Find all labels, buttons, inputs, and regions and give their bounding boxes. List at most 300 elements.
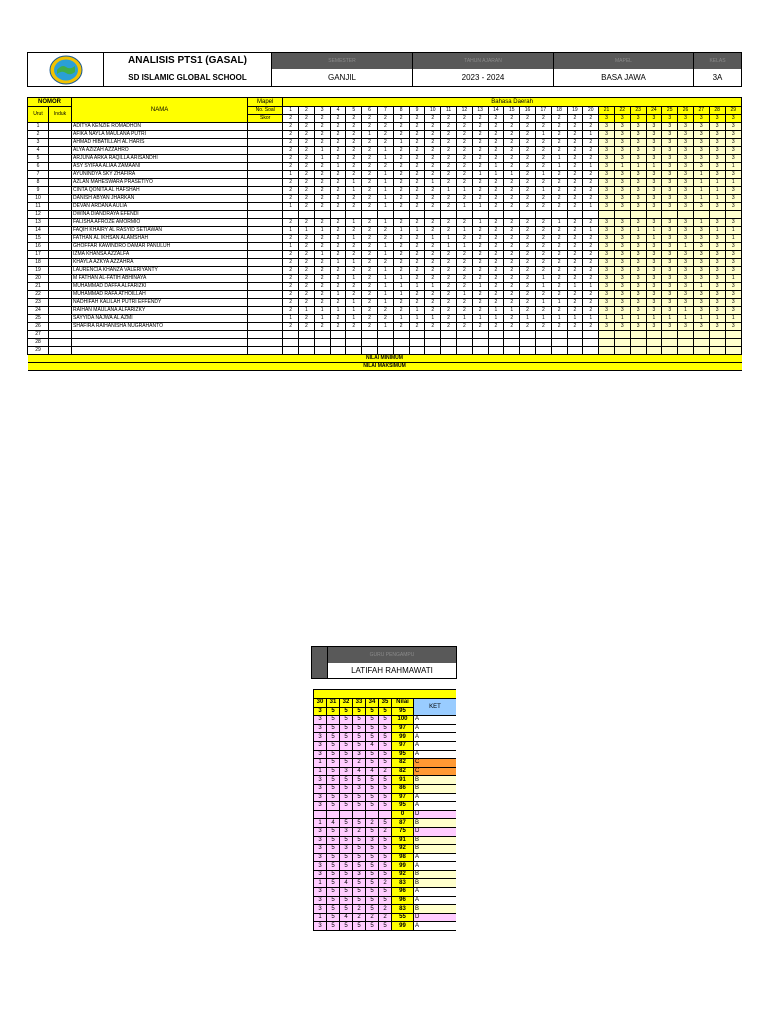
score-cell: 2 bbox=[409, 139, 425, 147]
table-row bbox=[28, 323, 742, 331]
score-cell: 2 bbox=[488, 155, 504, 163]
score-cell: 3 bbox=[646, 267, 662, 275]
summary-row bbox=[314, 776, 457, 785]
summary-row bbox=[314, 879, 457, 888]
student-induk bbox=[49, 195, 72, 203]
student-number: 15 bbox=[28, 235, 49, 243]
score-cell: 1 bbox=[377, 275, 393, 283]
score-cell: 2 bbox=[314, 131, 330, 139]
score-cell: 2 bbox=[456, 283, 472, 291]
score-cell: 3 bbox=[646, 147, 662, 155]
question-number: 27 bbox=[693, 107, 709, 115]
score-cell: 2 bbox=[441, 267, 457, 275]
score-cell: 3 bbox=[599, 195, 615, 203]
score-cell: 2 bbox=[551, 259, 567, 267]
score-cell: 2 bbox=[298, 123, 314, 131]
score-cell bbox=[709, 211, 725, 219]
score-cell: 2 bbox=[488, 179, 504, 187]
summary-row bbox=[314, 922, 457, 931]
score-cell: 3 bbox=[709, 243, 725, 251]
score-cell: 3 bbox=[709, 299, 725, 307]
score-cell bbox=[599, 331, 615, 339]
score-cell: 2 bbox=[472, 235, 488, 243]
score-cell: 1 bbox=[456, 203, 472, 211]
summary-score-cell: 2 bbox=[366, 913, 379, 922]
score-cell: 1 bbox=[283, 315, 299, 323]
score-cell: 2 bbox=[330, 219, 346, 227]
student-induk bbox=[49, 211, 72, 219]
summary-score-cell: 1 bbox=[314, 819, 327, 828]
score-cell: 2 bbox=[330, 315, 346, 323]
score-cell: 2 bbox=[504, 291, 520, 299]
student-induk bbox=[49, 243, 72, 251]
score-cell: 2 bbox=[362, 163, 378, 171]
score-cell: 3 bbox=[693, 139, 709, 147]
score-cell bbox=[520, 211, 536, 219]
score-cell: 3 bbox=[709, 283, 725, 291]
score-cell: 2 bbox=[441, 163, 457, 171]
score-cell: 2 bbox=[409, 155, 425, 163]
summary-score-cell: 3 bbox=[314, 853, 327, 862]
score-cell: 1 bbox=[283, 227, 299, 235]
score-cell: 1 bbox=[630, 163, 646, 171]
score-cell: 2 bbox=[393, 155, 409, 163]
score-cell: 2 bbox=[488, 235, 504, 243]
score-cell bbox=[314, 211, 330, 219]
student-mapel-cell bbox=[248, 299, 283, 307]
score-cell: 1 bbox=[314, 315, 330, 323]
nosoal-header: No. Soal bbox=[248, 107, 283, 115]
score-cell: 1 bbox=[709, 187, 725, 195]
score-cell bbox=[488, 339, 504, 347]
score-cell: 1 bbox=[646, 235, 662, 243]
score-cell: 3 bbox=[725, 307, 742, 315]
score-cell: 2 bbox=[520, 251, 536, 259]
nama-header: NAMA bbox=[72, 98, 248, 123]
score-cell bbox=[662, 339, 678, 347]
score-cell: 1 bbox=[283, 243, 299, 251]
score-cell: 2 bbox=[362, 299, 378, 307]
student-mapel-cell bbox=[248, 139, 283, 147]
score-cell: 2 bbox=[362, 283, 378, 291]
student-mapel-cell bbox=[248, 275, 283, 283]
score-cell: 1 bbox=[614, 163, 630, 171]
score-cell: 3 bbox=[709, 123, 725, 131]
score-cell: 3 bbox=[646, 299, 662, 307]
score-cell: 1 bbox=[393, 291, 409, 299]
table-row bbox=[28, 331, 742, 339]
score-cell bbox=[535, 347, 551, 355]
student-number: 19 bbox=[28, 267, 49, 275]
score-cell: 1 bbox=[377, 299, 393, 307]
score-cell: 2 bbox=[283, 299, 299, 307]
summary-score-cell: 3 bbox=[314, 733, 327, 742]
score-cell: 1 bbox=[330, 163, 346, 171]
score-cell: 3 bbox=[599, 283, 615, 291]
score-cell: 3 bbox=[725, 139, 742, 147]
score-cell: 2 bbox=[583, 307, 599, 315]
score-cell bbox=[409, 211, 425, 219]
score-cell: 2 bbox=[504, 251, 520, 259]
score-cell: 2 bbox=[520, 123, 536, 131]
score-cell: 2 bbox=[472, 227, 488, 235]
score-cell: 2 bbox=[441, 251, 457, 259]
score-cell: 3 bbox=[614, 147, 630, 155]
summary-score-cell: 3 bbox=[314, 905, 327, 914]
score-cell: 2 bbox=[504, 219, 520, 227]
student-number: 20 bbox=[28, 275, 49, 283]
score-cell: 2 bbox=[583, 323, 599, 331]
score-cell: 2 bbox=[456, 179, 472, 187]
score-cell: 2 bbox=[314, 187, 330, 195]
score-cell: 1 bbox=[298, 227, 314, 235]
score-cell: 3 bbox=[662, 323, 678, 331]
summary-score-cell: 5 bbox=[353, 776, 366, 785]
score-cell: 2 bbox=[456, 163, 472, 171]
score-cell: 2 bbox=[456, 139, 472, 147]
score-cell: 3 bbox=[693, 251, 709, 259]
summary-score-cell: 5 bbox=[327, 767, 340, 776]
summary-score-cell: 5 bbox=[379, 733, 392, 742]
score-cell: 2 bbox=[504, 131, 520, 139]
score-cell: 2 bbox=[330, 267, 346, 275]
summary-score-cell: 4 bbox=[340, 913, 353, 922]
question-max-score: 2 bbox=[298, 115, 314, 123]
summary-row bbox=[314, 905, 457, 914]
score-cell: 2 bbox=[441, 195, 457, 203]
score-cell: 2 bbox=[330, 299, 346, 307]
student-mapel-cell bbox=[248, 347, 283, 355]
summary-score-cell: 5 bbox=[366, 733, 379, 742]
score-cell bbox=[377, 211, 393, 219]
student-mapel-cell bbox=[248, 307, 283, 315]
student-mapel-cell bbox=[248, 235, 283, 243]
score-cell: 3 bbox=[599, 267, 615, 275]
question-number: 24 bbox=[646, 107, 662, 115]
summary-score-cell bbox=[327, 810, 340, 819]
score-cell: 2 bbox=[409, 267, 425, 275]
score-cell: 2 bbox=[314, 259, 330, 267]
student-mapel-cell bbox=[248, 179, 283, 187]
score-cell: 3 bbox=[646, 139, 662, 147]
score-cell: 2 bbox=[488, 275, 504, 283]
score-cell bbox=[614, 331, 630, 339]
summary-row bbox=[314, 827, 457, 836]
score-cell bbox=[504, 211, 520, 219]
score-cell: 1 bbox=[567, 315, 583, 323]
score-cell: 3 bbox=[630, 299, 646, 307]
question-max-score: 3 bbox=[599, 115, 615, 123]
score-cell: 2 bbox=[456, 259, 472, 267]
nilai-cell: 100 bbox=[392, 716, 414, 725]
question-max-score: 3 bbox=[678, 115, 694, 123]
score-cell bbox=[567, 211, 583, 219]
summary-question-number: 30 bbox=[314, 699, 327, 708]
score-cell: 3 bbox=[614, 259, 630, 267]
score-cell: 2 bbox=[520, 131, 536, 139]
score-cell bbox=[409, 339, 425, 347]
summary-score-cell: 5 bbox=[366, 750, 379, 759]
summary-score-cell: 3 bbox=[314, 750, 327, 759]
table-row bbox=[28, 275, 742, 283]
score-cell: 2 bbox=[456, 155, 472, 163]
grade-table-container bbox=[27, 97, 742, 493]
ket-cell: C bbox=[414, 767, 457, 776]
score-cell: 2 bbox=[441, 283, 457, 291]
summary-score-cell: 5 bbox=[366, 759, 379, 768]
score-cell: 2 bbox=[330, 155, 346, 163]
score-cell: 3 bbox=[630, 275, 646, 283]
score-cell: 2 bbox=[362, 267, 378, 275]
score-cell: 3 bbox=[678, 235, 694, 243]
score-cell: 2 bbox=[362, 251, 378, 259]
score-cell: 3 bbox=[709, 235, 725, 243]
score-cell: 1 bbox=[330, 259, 346, 267]
school-logo-icon bbox=[49, 55, 83, 85]
score-cell: 2 bbox=[488, 299, 504, 307]
score-cell: 2 bbox=[583, 123, 599, 131]
score-cell: 3 bbox=[693, 307, 709, 315]
score-cell: 2 bbox=[346, 251, 362, 259]
nilai-cell: 82 bbox=[392, 767, 414, 776]
summary-score-cell: 3 bbox=[353, 750, 366, 759]
table-row bbox=[28, 171, 742, 179]
question-max-score: 2 bbox=[393, 115, 409, 123]
score-cell: 3 bbox=[662, 291, 678, 299]
score-cell: 3 bbox=[630, 187, 646, 195]
score-cell: 3 bbox=[599, 235, 615, 243]
guru-name: LATIFAH RAHMAWATI bbox=[351, 666, 433, 675]
score-cell: 3 bbox=[599, 171, 615, 179]
score-cell bbox=[693, 339, 709, 347]
score-cell: 2 bbox=[567, 235, 583, 243]
score-cell bbox=[488, 347, 504, 355]
score-cell: 3 bbox=[630, 147, 646, 155]
score-cell bbox=[441, 211, 457, 219]
score-cell: 2 bbox=[441, 131, 457, 139]
score-cell: 2 bbox=[298, 251, 314, 259]
score-cell: 3 bbox=[599, 291, 615, 299]
score-cell: 1 bbox=[709, 195, 725, 203]
score-cell: 2 bbox=[504, 323, 520, 331]
score-cell: 2 bbox=[283, 219, 299, 227]
score-cell: 2 bbox=[425, 219, 441, 227]
score-cell: 3 bbox=[614, 267, 630, 275]
score-cell: 2 bbox=[283, 283, 299, 291]
score-cell bbox=[678, 347, 694, 355]
question-max-score: 3 bbox=[693, 115, 709, 123]
score-cell bbox=[520, 339, 536, 347]
score-cell: 3 bbox=[725, 259, 742, 267]
student-induk bbox=[49, 315, 72, 323]
summary-score-cell: 3 bbox=[366, 836, 379, 845]
question-max-score: 2 bbox=[520, 115, 536, 123]
summary-score-cell: 3 bbox=[314, 870, 327, 879]
score-cell: 3 bbox=[646, 155, 662, 163]
summary-score-cell: 5 bbox=[327, 879, 340, 888]
score-cell: 1 bbox=[425, 283, 441, 291]
nilai-cell: 97 bbox=[392, 724, 414, 733]
summary-score-cell: 5 bbox=[327, 922, 340, 931]
score-cell: 2 bbox=[520, 203, 536, 211]
summary-score-cell: 4 bbox=[340, 879, 353, 888]
summary-score-cell: 2 bbox=[379, 879, 392, 888]
score-cell: 3 bbox=[599, 123, 615, 131]
summary-score-cell bbox=[366, 810, 379, 819]
score-cell: 3 bbox=[599, 155, 615, 163]
score-cell: 3 bbox=[599, 203, 615, 211]
summary-score-cell: 5 bbox=[353, 845, 366, 854]
summary-score-cell: 5 bbox=[366, 716, 379, 725]
student-number: 2 bbox=[28, 131, 49, 139]
score-cell: 1 bbox=[456, 315, 472, 323]
score-cell: 2 bbox=[567, 299, 583, 307]
summary-score-cell: 2 bbox=[353, 827, 366, 836]
score-cell: 2 bbox=[346, 131, 362, 139]
score-cell bbox=[330, 339, 346, 347]
score-cell: 2 bbox=[362, 291, 378, 299]
score-cell: 3 bbox=[725, 323, 742, 331]
ket-cell: B bbox=[414, 905, 457, 914]
score-cell: 2 bbox=[298, 139, 314, 147]
score-cell: 3 bbox=[693, 267, 709, 275]
score-cell: 2 bbox=[520, 163, 536, 171]
score-cell: 3 bbox=[662, 139, 678, 147]
score-cell: 2 bbox=[583, 235, 599, 243]
skor-header: Skor bbox=[248, 115, 283, 123]
score-cell bbox=[535, 339, 551, 347]
question-max-score: 3 bbox=[662, 115, 678, 123]
score-cell: 3 bbox=[678, 131, 694, 139]
summary-score-cell: 5 bbox=[353, 922, 366, 931]
nilai-cell: 98 bbox=[392, 853, 414, 862]
score-cell: 2 bbox=[520, 155, 536, 163]
summary-score-cell: 5 bbox=[353, 724, 366, 733]
score-cell: 3 bbox=[630, 123, 646, 131]
question-number: 12 bbox=[456, 107, 472, 115]
summary-max-score: 5 bbox=[340, 707, 353, 716]
score-cell: 2 bbox=[330, 187, 346, 195]
score-cell: 2 bbox=[441, 227, 457, 235]
score-cell: 2 bbox=[330, 131, 346, 139]
score-cell: 2 bbox=[504, 139, 520, 147]
summary-score-cell: 5 bbox=[366, 776, 379, 785]
score-cell: 3 bbox=[614, 307, 630, 315]
score-cell: 3 bbox=[599, 299, 615, 307]
score-cell bbox=[567, 339, 583, 347]
score-cell bbox=[646, 347, 662, 355]
score-cell: 3 bbox=[662, 307, 678, 315]
score-cell: 2 bbox=[393, 179, 409, 187]
student-number: 18 bbox=[28, 259, 49, 267]
student-name: LAURENCIA KHANZA VALERIYANTY bbox=[72, 267, 248, 275]
score-cell: 3 bbox=[646, 203, 662, 211]
table-row bbox=[28, 227, 742, 235]
score-cell: 3 bbox=[693, 235, 709, 243]
score-cell: 2 bbox=[409, 179, 425, 187]
question-number: 18 bbox=[551, 107, 567, 115]
score-cell: 2 bbox=[346, 195, 362, 203]
score-cell: 1 bbox=[456, 187, 472, 195]
score-cell: 2 bbox=[314, 291, 330, 299]
student-mapel-cell bbox=[248, 211, 283, 219]
question-max-score: 2 bbox=[488, 115, 504, 123]
score-cell: 2 bbox=[551, 235, 567, 243]
score-cell: 2 bbox=[441, 275, 457, 283]
score-cell: 2 bbox=[283, 139, 299, 147]
student-induk bbox=[49, 267, 72, 275]
student-induk bbox=[49, 283, 72, 291]
mapel-field: MAPEL BASA JAWA bbox=[554, 53, 694, 86]
summary-score-cell: 5 bbox=[340, 784, 353, 793]
ket-cell: A bbox=[414, 802, 457, 811]
score-cell: 2 bbox=[377, 131, 393, 139]
score-cell: 1 bbox=[551, 163, 567, 171]
summary-score-cell: 5 bbox=[379, 870, 392, 879]
student-number: 5 bbox=[28, 155, 49, 163]
score-cell: 3 bbox=[678, 147, 694, 155]
score-cell: 2 bbox=[283, 291, 299, 299]
semester-field: SEMESTER GANJIL bbox=[272, 53, 413, 86]
student-name: ALYA AZIZAH AZZAHRO bbox=[72, 147, 248, 155]
summary-score-cell: 4 bbox=[366, 767, 379, 776]
score-cell bbox=[630, 331, 646, 339]
student-mapel-cell bbox=[248, 123, 283, 131]
score-cell: 2 bbox=[583, 243, 599, 251]
score-cell: 2 bbox=[583, 155, 599, 163]
score-cell: 2 bbox=[346, 155, 362, 163]
student-number: 14 bbox=[28, 227, 49, 235]
score-cell: 2 bbox=[283, 147, 299, 155]
summary-score-cell: 5 bbox=[353, 879, 366, 888]
score-cell: 2 bbox=[520, 243, 536, 251]
summary-score-cell: 5 bbox=[327, 724, 340, 733]
ket-cell: B bbox=[414, 870, 457, 879]
score-cell: 2 bbox=[425, 131, 441, 139]
score-cell: 1 bbox=[441, 187, 457, 195]
nilai-cell: 92 bbox=[392, 870, 414, 879]
score-cell: 2 bbox=[425, 275, 441, 283]
score-cell: 1 bbox=[298, 307, 314, 315]
table-row bbox=[28, 155, 742, 163]
ket-cell: B bbox=[414, 845, 457, 854]
student-mapel-cell bbox=[248, 243, 283, 251]
score-cell: 1 bbox=[441, 243, 457, 251]
table-row bbox=[28, 243, 742, 251]
score-cell: 2 bbox=[425, 139, 441, 147]
score-cell: 2 bbox=[456, 275, 472, 283]
score-cell: 3 bbox=[662, 195, 678, 203]
score-cell: 3 bbox=[646, 243, 662, 251]
score-cell: 2 bbox=[488, 259, 504, 267]
score-cell: 3 bbox=[630, 179, 646, 187]
question-number: 19 bbox=[567, 107, 583, 115]
score-cell: 2 bbox=[314, 163, 330, 171]
score-cell: 1 bbox=[504, 307, 520, 315]
score-cell: 2 bbox=[551, 275, 567, 283]
score-cell: 3 bbox=[614, 291, 630, 299]
ket-cell: A bbox=[414, 853, 457, 862]
score-cell: 3 bbox=[646, 251, 662, 259]
score-cell: 2 bbox=[583, 219, 599, 227]
summary-score-cell: 5 bbox=[327, 853, 340, 862]
score-cell: 2 bbox=[504, 187, 520, 195]
score-cell: 3 bbox=[599, 243, 615, 251]
score-cell: 3 bbox=[662, 243, 678, 251]
subject-header: Bahasa Daerah bbox=[283, 98, 742, 107]
score-cell: 2 bbox=[362, 235, 378, 243]
nilai-cell: 55 bbox=[392, 913, 414, 922]
